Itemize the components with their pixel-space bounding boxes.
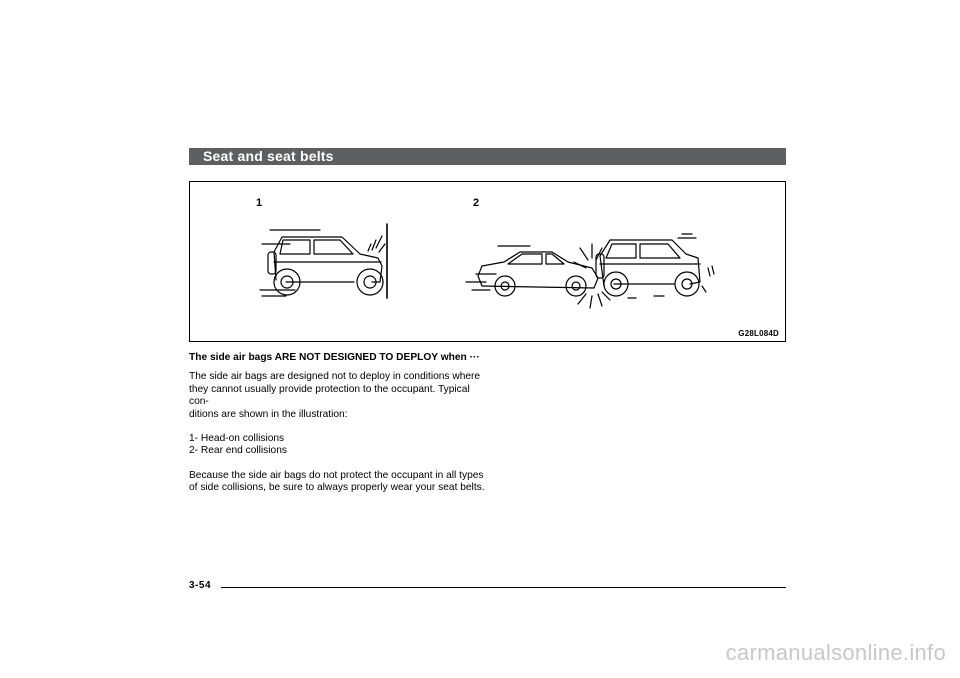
- head-on-collision-drawing: [260, 224, 387, 298]
- list-item: 2- Rear end collisions: [189, 445, 287, 457]
- paragraph-2-line: of side collisions, be sure to always properly wear your seat belts.: [189, 482, 485, 494]
- paragraph-1: [189, 371, 489, 421]
- page-number: 3-54: [189, 580, 212, 591]
- paragraph-2-line: Because the side air bags do not protect the occupant in all types: [189, 469, 484, 481]
- condition-list: [189, 433, 489, 458]
- figure-label-2: 2: [473, 197, 480, 209]
- paragraph-2: [189, 470, 489, 495]
- body-text: [189, 352, 489, 495]
- paragraph-1-line: they cannot usually provide protection to the occupant. Typical con-: [189, 383, 470, 408]
- paragraph-1-line: ditions are shown in the illustration:: [189, 408, 348, 420]
- figure-code: G28L084D: [738, 329, 779, 338]
- section-title: Seat and seat belts: [203, 148, 334, 164]
- collision-illustration: [190, 182, 787, 343]
- figure-label-1: 1: [256, 197, 263, 209]
- illustration-frame: [189, 181, 786, 342]
- rear-end-collision-drawing: [466, 234, 714, 308]
- watermark-text: carmanualsonline.info: [725, 640, 946, 665]
- list-item: 1- Head-on collisions: [189, 433, 285, 445]
- section-header-bar: [189, 148, 786, 165]
- paragraph-1-line: The side air bags are designed not to deploy in conditions where: [189, 371, 481, 383]
- subheading: The side air bags ARE NOT DESIGNED TO DEPLOY when ···: [189, 352, 480, 363]
- footer-rule: [221, 587, 786, 588]
